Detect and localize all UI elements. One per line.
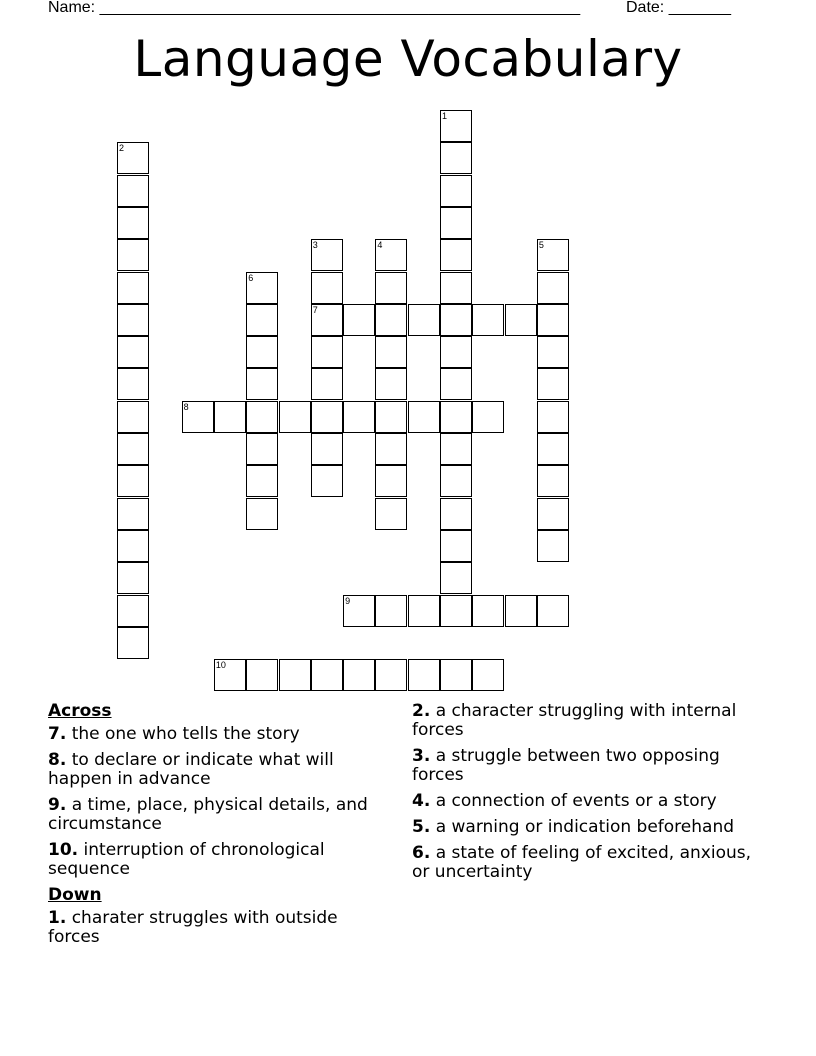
crossword-cell[interactable]	[117, 272, 149, 304]
crossword-cell[interactable]	[311, 465, 343, 497]
crossword-cell[interactable]	[117, 175, 149, 207]
date-field-label: Date: _______	[626, 0, 731, 16]
crossword-cell[interactable]	[440, 465, 472, 497]
clue-number: 10.	[48, 840, 79, 860]
crossword-cell[interactable]	[246, 401, 278, 433]
across-clue	[48, 751, 378, 789]
crossword-cell[interactable]	[246, 465, 278, 497]
clue-text: a character struggling with internal forces	[412, 701, 737, 740]
cell-number: 7	[312, 304, 318, 315]
cell-number: 2	[119, 143, 125, 154]
crossword-cell[interactable]	[214, 659, 246, 691]
crossword-cell[interactable]	[537, 368, 569, 400]
cell-number: 8	[183, 401, 189, 412]
crossword-cell[interactable]	[375, 336, 407, 368]
crossword-cell[interactable]	[311, 433, 343, 465]
clue-text: a struggle between two opposing forces	[412, 746, 720, 785]
down-clue	[48, 909, 378, 947]
crossword-cell[interactable]	[375, 239, 407, 271]
crossword-cell[interactable]	[472, 304, 504, 336]
crossword-cell[interactable]	[537, 239, 569, 271]
crossword-cell[interactable]	[246, 304, 278, 336]
crossword-cell[interactable]	[408, 659, 440, 691]
crossword-cell[interactable]	[537, 272, 569, 304]
cell-number: 5	[538, 240, 544, 251]
crossword-cell[interactable]	[311, 336, 343, 368]
crossword-cell[interactable]	[537, 595, 569, 627]
crossword-cell[interactable]	[472, 401, 504, 433]
clue-text: interruption of chronological sequence	[48, 840, 325, 879]
crossword-cell[interactable]	[408, 401, 440, 433]
crossword-cell[interactable]	[440, 401, 472, 433]
crossword-cell[interactable]	[246, 336, 278, 368]
crossword-cell[interactable]	[279, 659, 311, 691]
clue-text: the one who tells the story	[71, 724, 300, 744]
crossword-cell[interactable]	[246, 433, 278, 465]
crossword-cell[interactable]	[311, 659, 343, 691]
crossword-cell[interactable]	[537, 465, 569, 497]
crossword-cell[interactable]	[440, 142, 472, 174]
clue-text: a state of feeling of excited, anxious, or uncertainty	[412, 843, 752, 882]
crossword-cell[interactable]	[408, 304, 440, 336]
crossword-cell[interactable]	[375, 498, 407, 530]
clue-number: 9.	[48, 795, 67, 815]
clues-column-right	[412, 702, 752, 889]
clue-number: 4.	[412, 791, 431, 811]
crossword-cell[interactable]	[117, 498, 149, 530]
cell-number: 3	[312, 240, 318, 251]
crossword-cell[interactable]	[117, 304, 149, 336]
crossword-cell[interactable]	[343, 659, 375, 691]
crossword-cell[interactable]	[117, 142, 149, 174]
crossword-cell[interactable]	[472, 659, 504, 691]
crossword-cell[interactable]	[537, 336, 569, 368]
crossword-cell[interactable]	[117, 433, 149, 465]
crossword-cell[interactable]	[537, 304, 569, 336]
crossword-cell[interactable]	[408, 595, 440, 627]
crossword-cell[interactable]	[440, 433, 472, 465]
crossword-cell[interactable]	[311, 304, 343, 336]
clue-number: 1.	[48, 908, 67, 928]
crossword-cell[interactable]	[375, 659, 407, 691]
name-field-label: Name: ______________________________________________________	[48, 0, 581, 16]
page-title: Language Vocabulary	[133, 30, 683, 88]
crossword-cell[interactable]	[279, 401, 311, 433]
down-clue	[412, 747, 752, 785]
crossword-cell[interactable]	[440, 336, 472, 368]
clue-number: 8.	[48, 750, 67, 770]
across-clue	[48, 841, 378, 879]
crossword-cell[interactable]	[537, 401, 569, 433]
crossword-cell[interactable]	[440, 368, 472, 400]
crossword-cell[interactable]	[537, 498, 569, 530]
crossword-cell[interactable]	[375, 272, 407, 304]
crossword-cell[interactable]	[440, 272, 472, 304]
crossword-cell[interactable]	[311, 272, 343, 304]
crossword-cell[interactable]	[440, 175, 472, 207]
crossword-cell[interactable]	[375, 433, 407, 465]
crossword-cell[interactable]	[117, 401, 149, 433]
crossword-cell[interactable]	[472, 595, 504, 627]
crossword-cell[interactable]	[246, 498, 278, 530]
crossword-cell[interactable]	[440, 562, 472, 594]
crossword-cell[interactable]	[311, 368, 343, 400]
crossword-cell[interactable]	[117, 465, 149, 497]
crossword-cell[interactable]	[343, 401, 375, 433]
crossword-cell[interactable]	[117, 595, 149, 627]
crossword-cell[interactable]	[375, 595, 407, 627]
crossword-cell[interactable]	[537, 433, 569, 465]
clues-column-left	[48, 702, 378, 954]
clue-text: charater struggles with outside forces	[48, 908, 338, 947]
crossword-cell[interactable]	[117, 368, 149, 400]
crossword-cell[interactable]	[182, 401, 214, 433]
crossword-cell[interactable]	[505, 595, 537, 627]
clue-text: a warning or indication beforehand	[435, 817, 735, 837]
crossword-cell[interactable]	[246, 272, 278, 304]
crossword-cell[interactable]	[505, 304, 537, 336]
crossword-cell[interactable]	[440, 207, 472, 239]
crossword-cell[interactable]	[117, 562, 149, 594]
across-clue	[48, 725, 378, 744]
clue-number: 3.	[412, 746, 431, 766]
crossword-cell[interactable]	[117, 239, 149, 271]
crossword-cell[interactable]	[440, 530, 472, 562]
clue-number: 2.	[412, 701, 431, 721]
cell-number: 9	[345, 595, 351, 606]
crossword-cell[interactable]	[311, 239, 343, 271]
cell-number: 4	[377, 240, 383, 251]
clue-text: a connection of events or a story	[435, 791, 717, 811]
crossword-cell[interactable]	[440, 498, 472, 530]
crossword-cell[interactable]	[343, 595, 375, 627]
crossword-cell[interactable]	[343, 304, 375, 336]
crossword-cell[interactable]	[214, 401, 246, 433]
crossword-cell[interactable]	[375, 465, 407, 497]
down-clue	[412, 792, 752, 811]
crossword-cell[interactable]	[117, 207, 149, 239]
clue-text: a time, place, physical details, and circumstance	[48, 795, 368, 834]
crossword-cell[interactable]	[440, 595, 472, 627]
crossword-cell[interactable]	[311, 401, 343, 433]
down-heading: Down	[48, 885, 102, 905]
cell-number: 10	[215, 660, 226, 671]
clue-text: to declare or indicate what will happen in advance	[48, 750, 334, 789]
crossword-cell[interactable]	[246, 659, 278, 691]
crossword-cell[interactable]	[440, 304, 472, 336]
down-clue	[412, 818, 752, 837]
crossword-cell[interactable]	[375, 401, 407, 433]
crossword-cell[interactable]	[375, 368, 407, 400]
down-clue	[412, 844, 752, 882]
crossword-cell[interactable]	[246, 368, 278, 400]
crossword-cell[interactable]	[117, 627, 149, 659]
cell-number: 6	[248, 272, 254, 283]
crossword-cell[interactable]	[117, 336, 149, 368]
across-clue	[48, 796, 378, 834]
crossword-cell[interactable]	[537, 530, 569, 562]
crossword-cell[interactable]	[440, 110, 472, 142]
clue-number: 6.	[412, 843, 431, 863]
cell-number: 1	[442, 111, 448, 121]
crossword-cell[interactable]	[440, 239, 472, 271]
crossword-cell[interactable]	[440, 659, 472, 691]
clue-number: 5.	[412, 817, 431, 837]
clue-number: 7.	[48, 724, 67, 744]
crossword-cell[interactable]	[375, 304, 407, 336]
crossword-cell[interactable]	[117, 530, 149, 562]
down-clue	[412, 702, 752, 740]
across-heading: Across	[48, 701, 112, 721]
